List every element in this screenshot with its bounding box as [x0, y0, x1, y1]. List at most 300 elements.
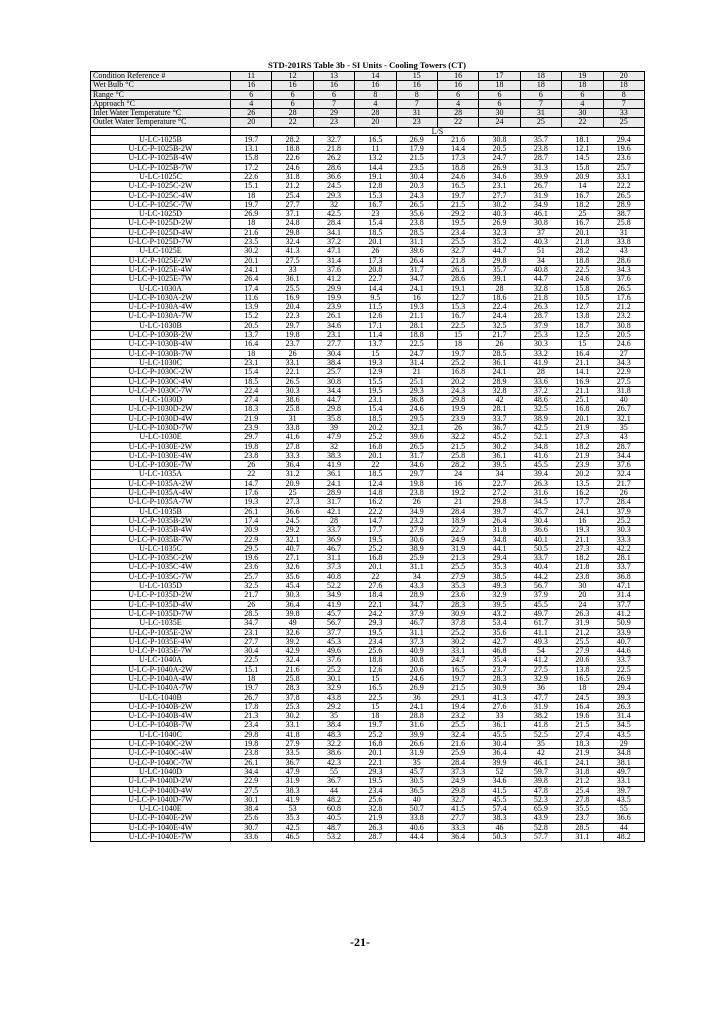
flow-value-cell: 35.6 — [479, 628, 520, 637]
flow-value-cell: 25.2 — [355, 433, 396, 442]
flow-value-cell: 24.9 — [437, 777, 478, 786]
flow-value-cell: 28.7 — [520, 154, 561, 163]
flow-value-cell: 31.1 — [396, 238, 437, 247]
flow-value-cell: 41.2 — [520, 656, 561, 665]
flow-value-cell: 36.1 — [479, 358, 520, 367]
flow-value-cell: 55 — [603, 805, 644, 814]
flow-value-cell: 39.7 — [603, 786, 644, 795]
flow-value-cell: 37.9 — [520, 321, 561, 330]
model-name-cell: U-LC-P-1035B-2W — [91, 516, 231, 525]
flow-value-cell: 25.5 — [272, 284, 313, 293]
flow-value-cell: 47.7 — [520, 693, 561, 702]
flow-value-cell: 31.4 — [603, 712, 644, 721]
table-row — [91, 182, 645, 191]
flow-value-cell: 28.7 — [603, 442, 644, 451]
table-row — [91, 544, 645, 553]
flow-value-cell: 26 — [479, 340, 520, 349]
flow-value-cell: 43 — [603, 433, 644, 442]
condition-value: 6 — [479, 99, 520, 108]
flow-value-cell: 32.9 — [313, 684, 354, 693]
flow-value-cell: 25.5 — [562, 637, 603, 646]
model-name-cell: U-LC-P-1040E-7W — [91, 833, 231, 842]
flow-value-cell: 29.8 — [272, 228, 313, 237]
flow-value-cell: 16 — [396, 293, 437, 302]
flow-value-cell: 14.7 — [231, 479, 272, 488]
flow-value-cell: 42.2 — [603, 544, 644, 553]
flow-value-cell: 19.1 — [355, 172, 396, 181]
flow-value-cell: 24.6 — [437, 172, 478, 181]
flow-value-cell: 31.7 — [396, 265, 437, 274]
flow-value-cell: 19.7 — [231, 135, 272, 144]
flow-value-cell: 34.6 — [479, 777, 520, 786]
flow-value-cell: 49.7 — [603, 767, 644, 776]
flow-value-cell: 23.6 — [437, 591, 478, 600]
flow-value-cell: 26.3 — [603, 702, 644, 711]
flow-value-cell: 23.1 — [231, 358, 272, 367]
flow-value-cell: 11.5 — [355, 303, 396, 312]
flow-value-cell: 29.2 — [437, 210, 478, 219]
flow-value-cell: 23 — [355, 210, 396, 219]
model-name-cell: U-LC-1035C — [91, 544, 231, 553]
flow-value-cell: 32.4 — [603, 470, 644, 479]
flow-value-cell: 26.5 — [396, 442, 437, 451]
flow-value-cell: 26.9 — [479, 219, 520, 228]
flow-value-cell: 26 — [603, 489, 644, 498]
flow-value-cell: 30.2 — [437, 637, 478, 646]
flow-value-cell: 21.8 — [520, 293, 561, 302]
flow-value-cell: 25.6 — [355, 795, 396, 804]
flow-value-cell: 21.7 — [231, 591, 272, 600]
flow-value-cell: 16.9 — [272, 293, 313, 302]
condition-value: 16 — [396, 81, 437, 90]
flow-value-cell: 44.7 — [520, 275, 561, 284]
model-name-cell: U-LC-P-1025E-7W — [91, 275, 231, 284]
table-row — [91, 238, 645, 247]
flow-value-cell: 25 — [562, 210, 603, 219]
model-name-cell: U-LC-P-1025E-2W — [91, 256, 231, 265]
condition-value: 22 — [272, 118, 313, 127]
flow-value-cell: 32.3 — [479, 228, 520, 237]
model-name-cell: U-LC-1030C — [91, 358, 231, 367]
flow-value-cell: 23.9 — [313, 303, 354, 312]
flow-value-cell: 29.5 — [396, 414, 437, 423]
flow-value-cell: 44.4 — [396, 833, 437, 842]
model-name-cell: U-LC-P-1025C-7W — [91, 200, 231, 209]
table-row — [91, 163, 645, 172]
flow-value-cell: 18.5 — [355, 228, 396, 237]
model-name-cell: U-LC-P-1030E-4W — [91, 451, 231, 460]
table-row — [91, 712, 645, 721]
flow-value-cell: 57.4 — [479, 805, 520, 814]
flow-value-cell: 27.3 — [562, 433, 603, 442]
model-name-cell: U-LC-P-1030E-2W — [91, 442, 231, 451]
flow-value-cell: 31.9 — [520, 191, 561, 200]
model-name-cell: U-LC-P-1035D-4W — [91, 600, 231, 609]
flow-value-cell: 49.3 — [479, 582, 520, 591]
flow-value-cell: 33.8 — [603, 238, 644, 247]
flow-value-cell: 33.8 — [396, 814, 437, 823]
flow-value-cell: 30.4 — [479, 740, 520, 749]
flow-value-cell: 34.9 — [396, 507, 437, 516]
flow-value-cell: 16.4 — [562, 349, 603, 358]
flow-value-cell: 24.7 — [437, 656, 478, 665]
flow-value-cell: 17.1 — [355, 321, 396, 330]
flow-value-cell: 39.8 — [520, 777, 561, 786]
flow-value-cell: 21.3 — [437, 554, 478, 563]
flow-value-cell: 25.2 — [355, 544, 396, 553]
flow-value-cell: 23.1 — [313, 331, 354, 340]
flow-value-cell: 21.2 — [562, 628, 603, 637]
flow-value-cell: 24.1 — [396, 284, 437, 293]
condition-value: 22 — [437, 118, 478, 127]
flow-value-cell: 25.2 — [355, 730, 396, 739]
table-row — [91, 414, 645, 423]
condition-value: 16 — [313, 81, 354, 90]
flow-value-cell: 19.6 — [603, 145, 644, 154]
flow-value-cell: 33.6 — [231, 833, 272, 842]
flow-value-cell: 19.8 — [231, 740, 272, 749]
flow-value-cell: 33.3 — [603, 535, 644, 544]
flow-value-cell: 33.1 — [437, 647, 478, 656]
flow-value-cell: 20.2 — [562, 470, 603, 479]
flow-value-cell: 27.3 — [272, 498, 313, 507]
flow-value-cell: 25.2 — [313, 665, 354, 674]
flow-value-cell: 36.5 — [396, 786, 437, 795]
flow-value-cell: 29.2 — [313, 702, 354, 711]
flow-value-cell: 20.4 — [272, 303, 313, 312]
flow-value-cell: 39.2 — [272, 637, 313, 646]
flow-value-cell: 26.7 — [231, 693, 272, 702]
flow-value-cell: 13.8 — [562, 665, 603, 674]
flow-value-cell: 19.7 — [231, 684, 272, 693]
flow-value-cell: 17.3 — [437, 154, 478, 163]
flow-value-cell: 23.7 — [479, 665, 520, 674]
flow-value-cell: 37.2 — [313, 238, 354, 247]
flow-value-cell: 23.8 — [231, 749, 272, 758]
table-row — [91, 535, 645, 544]
flow-value-cell: 22.1 — [272, 368, 313, 377]
model-name-cell: U-LC-P-1040D-4W — [91, 786, 231, 795]
model-name-cell: U-LC-P-1040C-7W — [91, 758, 231, 767]
flow-value-cell: 26.9 — [396, 684, 437, 693]
flow-value-cell: 41.9 — [520, 358, 561, 367]
flow-value-cell: 35.7 — [479, 265, 520, 274]
flow-value-cell: 22.5 — [231, 656, 272, 665]
flow-value-cell: 35.5 — [562, 805, 603, 814]
flow-value-cell: 39.7 — [479, 507, 520, 516]
flow-value-cell: 32.5 — [520, 405, 561, 414]
flow-value-cell: 21.8 — [313, 145, 354, 154]
table-row — [91, 833, 645, 842]
flow-value-cell: 22 — [355, 461, 396, 470]
flow-value-cell: 41.8 — [520, 721, 561, 730]
flow-value-cell: 32.7 — [437, 795, 478, 804]
flow-value-cell: 26.3 — [562, 609, 603, 618]
condition-value: 6 — [272, 99, 313, 108]
condition-value: 30 — [479, 109, 520, 118]
flow-value-cell: 24.1 — [396, 702, 437, 711]
flow-value-cell: 26.9 — [603, 675, 644, 684]
flow-value-cell: 42.9 — [272, 647, 313, 656]
flow-value-cell: 30.6 — [396, 535, 437, 544]
flow-value-cell: 18 — [231, 675, 272, 684]
flow-value-cell: 11 — [355, 145, 396, 154]
flow-value-cell: 26.1 — [231, 507, 272, 516]
flow-value-cell: 13.7 — [355, 340, 396, 349]
flow-value-cell: 20.6 — [562, 656, 603, 665]
flow-value-cell: 37.3 — [396, 637, 437, 646]
table-row — [91, 554, 645, 563]
flow-value-cell: 30.3 — [603, 526, 644, 535]
flow-value-cell: 42 — [520, 749, 561, 758]
flow-value-cell: 33.9 — [603, 628, 644, 637]
flow-value-cell: 45.5 — [479, 730, 520, 739]
flow-value-cell: 34.4 — [603, 451, 644, 460]
table-row — [91, 228, 645, 237]
flow-value-cell: 28.6 — [313, 163, 354, 172]
flow-value-cell: 28.3 — [272, 684, 313, 693]
flow-value-cell: 16.9 — [562, 377, 603, 386]
condition-label: Wet Bulb °C — [91, 81, 231, 90]
table-row — [91, 656, 645, 665]
model-name-cell: U-LC-P-1035E-4W — [91, 637, 231, 646]
condition-value: 14 — [355, 72, 396, 81]
condition-value: 22 — [562, 118, 603, 127]
model-name-cell: U-LC-P-1035A-7W — [91, 498, 231, 507]
flow-value-cell: 37.9 — [603, 507, 644, 516]
flow-value-cell: 12.9 — [355, 368, 396, 377]
model-name-cell: U-LC-P-1035E-7W — [91, 647, 231, 656]
flow-value-cell: 20 — [562, 591, 603, 600]
flow-value-cell: 50.9 — [603, 619, 644, 628]
flow-value-cell: 19.5 — [355, 777, 396, 786]
table-row — [91, 721, 645, 730]
model-name-cell: U-LC-1035D — [91, 582, 231, 591]
flow-value-cell: 19.9 — [437, 405, 478, 414]
flow-value-cell: 36.7 — [272, 758, 313, 767]
table-row — [91, 498, 645, 507]
flow-value-cell: 27.8 — [272, 442, 313, 451]
flow-value-cell: 13.8 — [562, 312, 603, 321]
flow-value-cell: 56.7 — [520, 582, 561, 591]
condition-value: 16 — [231, 81, 272, 90]
model-name-cell: U-LC-P-1030D-2W — [91, 405, 231, 414]
flow-value-cell: 23.8 — [396, 489, 437, 498]
flow-value-cell: 15 — [355, 675, 396, 684]
flow-value-cell: 18.7 — [562, 321, 603, 330]
unit-row-blank — [91, 127, 231, 135]
flow-value-cell: 28.9 — [396, 591, 437, 600]
flow-value-cell: 21.8 — [562, 238, 603, 247]
flow-value-cell: 17.4 — [231, 516, 272, 525]
flow-value-cell: 18.8 — [355, 656, 396, 665]
flow-value-cell: 18 — [437, 340, 478, 349]
flow-value-cell: 30.9 — [437, 609, 478, 618]
flow-value-cell: 28.5 — [231, 609, 272, 618]
flow-value-cell: 15.2 — [231, 312, 272, 321]
flow-value-cell: 25.5 — [437, 238, 478, 247]
flow-value-cell: 28.5 — [479, 349, 520, 358]
flow-value-cell: 12.6 — [355, 665, 396, 674]
flow-value-cell: 25.2 — [437, 358, 478, 367]
flow-value-cell: 30.7 — [231, 823, 272, 832]
flow-value-cell: 34.6 — [479, 172, 520, 181]
flow-value-cell: 40 — [603, 396, 644, 405]
model-name-cell: U-LC-P-1025B-4W — [91, 154, 231, 163]
flow-value-cell: 22.5 — [562, 265, 603, 274]
flow-value-cell: 40.7 — [272, 544, 313, 553]
flow-value-cell: 30.2 — [479, 442, 520, 451]
model-name-cell: U-LC-P-1030A-4W — [91, 303, 231, 312]
flow-value-cell: 29.3 — [355, 767, 396, 776]
flow-value-cell: 45.7 — [520, 507, 561, 516]
flow-value-cell: 25.2 — [437, 628, 478, 637]
flow-value-cell: 24.1 — [562, 758, 603, 767]
flow-value-cell: 31.8 — [603, 386, 644, 395]
flow-value-cell: 30.2 — [479, 200, 520, 209]
flow-value-cell: 28.3 — [437, 600, 478, 609]
flow-value-cell: 37.7 — [313, 628, 354, 637]
flow-value-cell: 52.8 — [520, 823, 561, 832]
model-name-cell: U-LC-1025B — [91, 135, 231, 144]
flow-value-cell: 46.7 — [313, 544, 354, 553]
table-row — [91, 303, 645, 312]
flow-value-cell: 60.8 — [313, 805, 354, 814]
flow-value-cell: 15.1 — [231, 182, 272, 191]
flow-value-cell: 38.3 — [313, 451, 354, 460]
flow-value-cell: 34.8 — [603, 749, 644, 758]
flow-value-cell: 31.6 — [396, 721, 437, 730]
condition-value: 15 — [396, 72, 437, 81]
table-row — [91, 423, 645, 432]
flow-value-cell: 29.9 — [313, 284, 354, 293]
table-row — [91, 600, 645, 609]
flow-value-cell: 44.7 — [313, 396, 354, 405]
model-name-cell: U-LC-P-1040C-4W — [91, 749, 231, 758]
table-row — [91, 516, 645, 525]
flow-value-cell: 18.6 — [479, 293, 520, 302]
flow-value-cell: 41.2 — [313, 275, 354, 284]
flow-value-cell: 35 — [313, 712, 354, 721]
flow-value-cell: 19.5 — [355, 628, 396, 637]
table-row — [91, 135, 645, 144]
flow-value-cell: 24.6 — [603, 340, 644, 349]
flow-value-cell: 39.9 — [396, 730, 437, 739]
flow-value-cell: 48.3 — [313, 730, 354, 739]
table-row — [91, 619, 645, 628]
table-row — [91, 275, 645, 284]
flow-value-cell: 19.5 — [355, 386, 396, 395]
model-name-cell: U-LC-1025D — [91, 210, 231, 219]
flow-value-cell: 28.4 — [603, 498, 644, 507]
flow-value-cell: 33.3 — [272, 451, 313, 460]
table-row — [91, 284, 645, 293]
flow-value-cell: 22.3 — [272, 312, 313, 321]
condition-value: 28 — [437, 109, 478, 118]
flow-value-cell: 19.8 — [272, 331, 313, 340]
flow-value-cell: 16.5 — [562, 675, 603, 684]
flow-value-cell: 14.4 — [437, 145, 478, 154]
table-row — [91, 795, 645, 804]
table-row — [91, 470, 645, 479]
flow-value-cell: 30.1 — [231, 795, 272, 804]
flow-value-cell: 46.7 — [396, 619, 437, 628]
flow-value-cell: 26.9 — [479, 163, 520, 172]
flow-value-cell: 22.2 — [355, 507, 396, 516]
flow-value-cell: 28.4 — [437, 758, 478, 767]
flow-value-cell: 28.7 — [355, 833, 396, 842]
condition-value: 30 — [562, 109, 603, 118]
flow-value-cell: 30.4 — [396, 172, 437, 181]
flow-value-cell: 21.3 — [231, 712, 272, 721]
table-row — [91, 563, 645, 572]
model-name-cell: U-LC-1030B — [91, 321, 231, 330]
flow-value-cell: 17.9 — [396, 145, 437, 154]
flow-value-cell: 21.5 — [437, 200, 478, 209]
flow-value-cell: 41.3 — [479, 693, 520, 702]
flow-value-cell: 19.8 — [396, 479, 437, 488]
condition-row — [91, 81, 645, 90]
flow-value-cell: 35 — [603, 423, 644, 432]
flow-value-cell: 19.7 — [231, 200, 272, 209]
flow-value-cell: 41.2 — [603, 609, 644, 618]
flow-value-cell: 33.5 — [272, 749, 313, 758]
flow-value-cell: 47.9 — [313, 433, 354, 442]
flow-value-cell: 17.6 — [231, 489, 272, 498]
flow-value-cell: 11.6 — [231, 293, 272, 302]
flow-value-cell: 24.1 — [479, 368, 520, 377]
flow-value-cell: 22 — [231, 470, 272, 479]
flow-value-cell: 40.6 — [396, 823, 437, 832]
flow-value-cell: 43.2 — [479, 609, 520, 618]
flow-value-cell: 35.8 — [313, 414, 354, 423]
table-row — [91, 767, 645, 776]
flow-value-cell: 16.7 — [562, 191, 603, 200]
flow-value-cell: 30.5 — [396, 777, 437, 786]
table-row — [91, 210, 645, 219]
flow-value-cell: 21.6 — [437, 740, 478, 749]
flow-value-cell: 23.9 — [437, 414, 478, 423]
flow-value-cell: 20.6 — [396, 665, 437, 674]
flow-value-cell: 22 — [355, 572, 396, 581]
flow-value-cell: 23.5 — [396, 163, 437, 172]
flow-value-cell: 45.7 — [396, 767, 437, 776]
flow-value-cell: 36.1 — [272, 275, 313, 284]
condition-value: 7 — [520, 99, 561, 108]
flow-value-cell: 28 — [520, 368, 561, 377]
flow-value-cell: 45.7 — [313, 609, 354, 618]
flow-value-cell: 31.8 — [272, 172, 313, 181]
model-name-cell: U-LC-1030E — [91, 433, 231, 442]
flow-value-cell: 24 — [562, 600, 603, 609]
flow-value-cell: 55 — [313, 767, 354, 776]
flow-value-cell: 33.1 — [603, 172, 644, 181]
flow-value-cell: 26.1 — [231, 758, 272, 767]
flow-value-cell: 38.4 — [313, 721, 354, 730]
condition-label: Outlet Water Temperature °C — [91, 118, 231, 127]
flow-value-cell: 15 — [355, 349, 396, 358]
flow-value-cell: 24.7 — [479, 154, 520, 163]
condition-label: Approach °C — [91, 99, 231, 108]
flow-value-cell: 20.1 — [231, 256, 272, 265]
flow-value-cell: 18 — [231, 219, 272, 228]
flow-value-cell: 21.5 — [396, 154, 437, 163]
flow-value-cell: 20.1 — [562, 414, 603, 423]
flow-value-cell: 39.5 — [479, 461, 520, 470]
model-name-cell: U-LC-P-1035B-4W — [91, 526, 231, 535]
flow-value-cell: 33.1 — [603, 777, 644, 786]
flow-value-cell: 32.5 — [231, 582, 272, 591]
